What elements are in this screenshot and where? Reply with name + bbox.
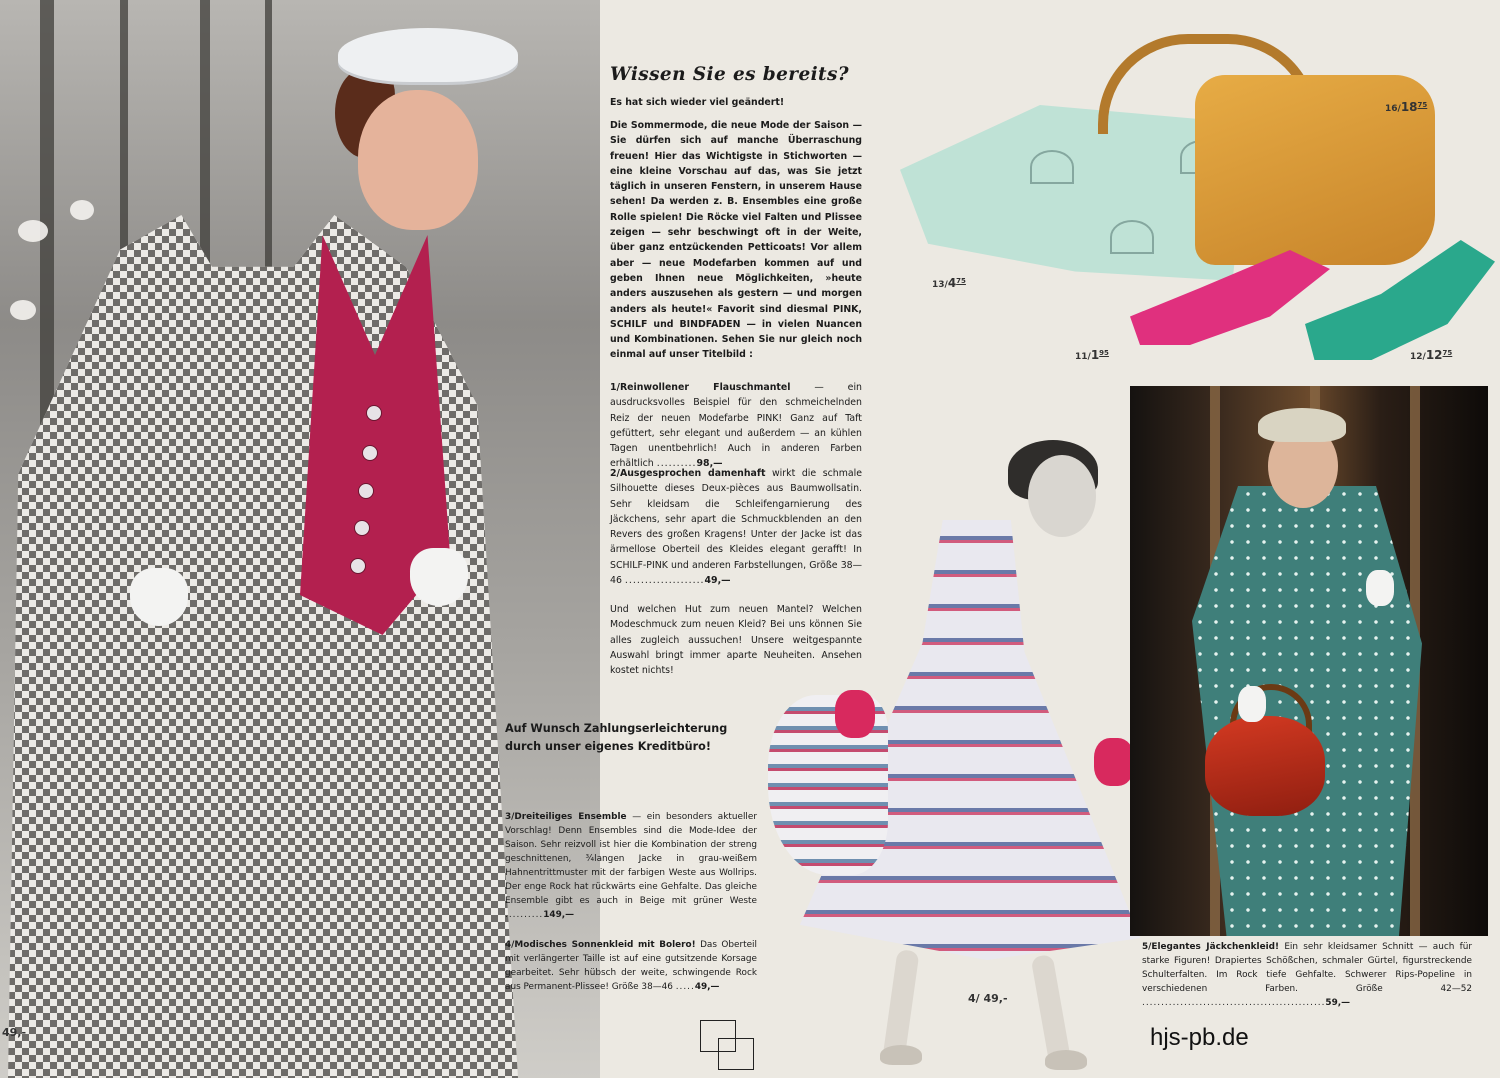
magnolia-blossom [70, 200, 94, 220]
teal-glove-price-main: 12 [1425, 348, 1443, 362]
item-3-paragraph [505, 810, 757, 922]
teal-glove-price-cents: 75 [1442, 349, 1453, 357]
dress-model-face [1028, 455, 1096, 537]
item-5-description [1142, 940, 1472, 1010]
pink-glove-price-main: 1 [1090, 348, 1100, 362]
item-3-price: 149,— [543, 910, 574, 920]
bag-price-main: 18 [1400, 100, 1418, 114]
white-glove [1366, 570, 1394, 606]
credit-note [505, 720, 760, 756]
pink-glove-price [1075, 348, 1109, 362]
vest-button [354, 520, 370, 536]
white-glove [130, 568, 188, 626]
item-1-lead: 1/Reinwollener Flauschmantel [610, 382, 791, 393]
item-3-description [505, 810, 757, 922]
intro-line: Es hat sich wieder viel geändert! [610, 97, 785, 108]
left-edge-price: 49,- [2, 1026, 27, 1039]
item-1-price: 98,— [696, 458, 723, 470]
model-shoe [1045, 1050, 1087, 1070]
model-shoe [880, 1045, 922, 1065]
scarf-price-main: 4 [947, 276, 957, 290]
leader-dots: .................... [624, 575, 705, 587]
credit-line-2: durch unser eigenes Kreditbüro! [505, 740, 711, 753]
item-1-paragraph [610, 380, 862, 472]
item-1-text: — ein ausdrucksvolles Beispiel für den schmeichelnden Reiz der neuen Modefarbe PINK! Ganz auf Taft gefüttert, sehr elegant und außerdem — an kühlen Tagen unentbehrlich! Auch in anderen Farben erhältlich [610, 382, 862, 470]
item-4-price: 49,— [694, 982, 720, 992]
bag-price-num: 16/ [1385, 104, 1401, 114]
item-3-lead: 3/Dreiteiliges Ensemble [505, 812, 627, 822]
catalog-logo-icon [700, 1020, 758, 1070]
item-2-paragraph [610, 466, 862, 588]
pink-glove-price-cents: 95 [1099, 349, 1109, 357]
white-glove [1238, 686, 1266, 722]
tree-trunk [265, 0, 272, 300]
item-5-text: Ein sehr kleidsamer Schnitt — auch für starke Figuren! Drapiertes Schößchen, schmaler Gürtel, figurstreckende Schulterfalten. Im Rock tiefe Gehfalte. Schwerer Rips-Popeline in verschiedenen Farben. Größe 42—52 [1142, 942, 1472, 994]
item-4-lead: 4/Modisches Sonnenkleid mit Bolero! [505, 940, 696, 950]
item-2-lead: 2/Ausgesprochen damenhaft [610, 468, 766, 479]
magnolia-blossom [18, 220, 48, 242]
item-2-price: 49,— [704, 575, 731, 587]
pink-glove-price-num: 11/ [1075, 352, 1091, 362]
scarf-pattern [1030, 150, 1074, 184]
scarf-pattern [1110, 220, 1154, 254]
white-glove [410, 548, 468, 606]
item-2-text: wirkt die schmale Silhouette dieses Deux-pièces aus Baumwollsatin. Sehr kleidsam die Schleifengarnierung des Jäckchens, sehr apart die Schmuckblenden an den Revers des großen Kragens! Unter der Jacke ist das ärmellose Oberteil des Kleides elegant gerafft! In SCHILF-PINK und anderen Farbstellungen, Größe 38—46 [610, 468, 862, 587]
logo-square [718, 1038, 754, 1070]
right-model-photo [1130, 386, 1488, 936]
suit-model-hat [1258, 408, 1346, 442]
item-5-lead: 5/Elegantes Jäckchenkleid! [1142, 942, 1280, 952]
pink-glove [1094, 738, 1134, 786]
leader-dots: .......... [656, 458, 697, 470]
credit-line-1: Auf Wunsch Zahlungserleichterung [505, 722, 728, 735]
model-face [358, 90, 478, 230]
main-article [610, 118, 862, 363]
leader-dots: .......... [505, 910, 544, 920]
houndstooth-coat [8, 215, 518, 1078]
item-2-description [610, 466, 862, 588]
vest-button [366, 405, 382, 421]
item-3-text: — ein besonders aktueller Vorschlag! Denn Ensembles sind die Mode-Idee der Saison. Sehr reizvoll ist hier die Kombination der streng geschnittenen, ¾langen Jacke in grau-weißem Hahnentrittmuster mit der farbigen Weste aus Wollrips. Der enge Rock hat rückwärts eine Gehfalte. Das gleiche Ensemble gibt es auch in Beige mit grüner Weste [505, 812, 757, 906]
dress-price: 4/ 49,- [968, 992, 1008, 1005]
teal-glove-price [1410, 348, 1452, 362]
scarf-price [932, 276, 966, 290]
hat-text: Und welchen Hut zum neuen Mantel? Welchen Modeschmuck zum neuen Kleid? Bei uns können Sie alles zugleich aussuchen! Unsere weitgespannte Auswahl bringt immer aparte Neuheiten. Ansehen kostet nichts! [610, 604, 862, 677]
bag-price-cents: 75 [1417, 101, 1428, 109]
bag-price [1385, 100, 1427, 114]
item-5-price: 59,— [1325, 998, 1351, 1008]
watermark: hjs-pb.de [1150, 1024, 1249, 1051]
item-4-paragraph [505, 938, 757, 994]
item-4-text: Das Oberteil mit verlängerter Taille ist auf eine gutsitzende Korsage gearbeitet. Sehr hübsch der weite, schwingende Rock aus Permanent-Plissee! Größe 38—46 [505, 940, 757, 992]
leader-dots: ................................................ [1142, 998, 1326, 1008]
red-handbag [1205, 716, 1325, 816]
vest-button [350, 558, 366, 574]
scarf-price-cents: 75 [956, 277, 966, 285]
item-4-description [505, 938, 757, 994]
page-headline: Wissen Sie es bereits? [610, 64, 850, 85]
vest-button [358, 483, 374, 499]
pink-glove [835, 690, 875, 738]
scarf-price-num: 13/ [932, 280, 948, 290]
leader-dots: ..... [675, 982, 695, 992]
main-article-text: Die Sommermode, die neue Mode der Saison — Sie dürfen sich auf manche Überraschung freuen! Hier das Wichtigste in Stichworten — eine kleine Vorschau auf das, was Sie jetzt täglich in unseren Fenstern, in unserem Hause sehen! Da werden z. B. Ensembles eine große Rolle spielen! Die Röcke viel Falten und Plissee zeigen — sehr beschwingt oft in der Weite, über ganz entzückenden Petticoats! Vor allem aber — neue Modefarben kommen auf und geben Ihnen neue Möglichkeiten, »heute anders auszusehen als gestern — und morgen anders als heute!« Favorit sind diesmal PINK, SCHILF und BINDFADEN — in vielen Nuancen und Kombinationen. Sehen Sie nur gleich noch einmal auf unser Titelbild : [610, 120, 862, 361]
hat-paragraph [610, 602, 862, 678]
vest-button [362, 445, 378, 461]
white-hat [338, 28, 518, 82]
teal-glove-price-num: 12/ [1410, 352, 1426, 362]
item-1-description [610, 380, 862, 472]
magnolia-blossom [10, 300, 36, 320]
